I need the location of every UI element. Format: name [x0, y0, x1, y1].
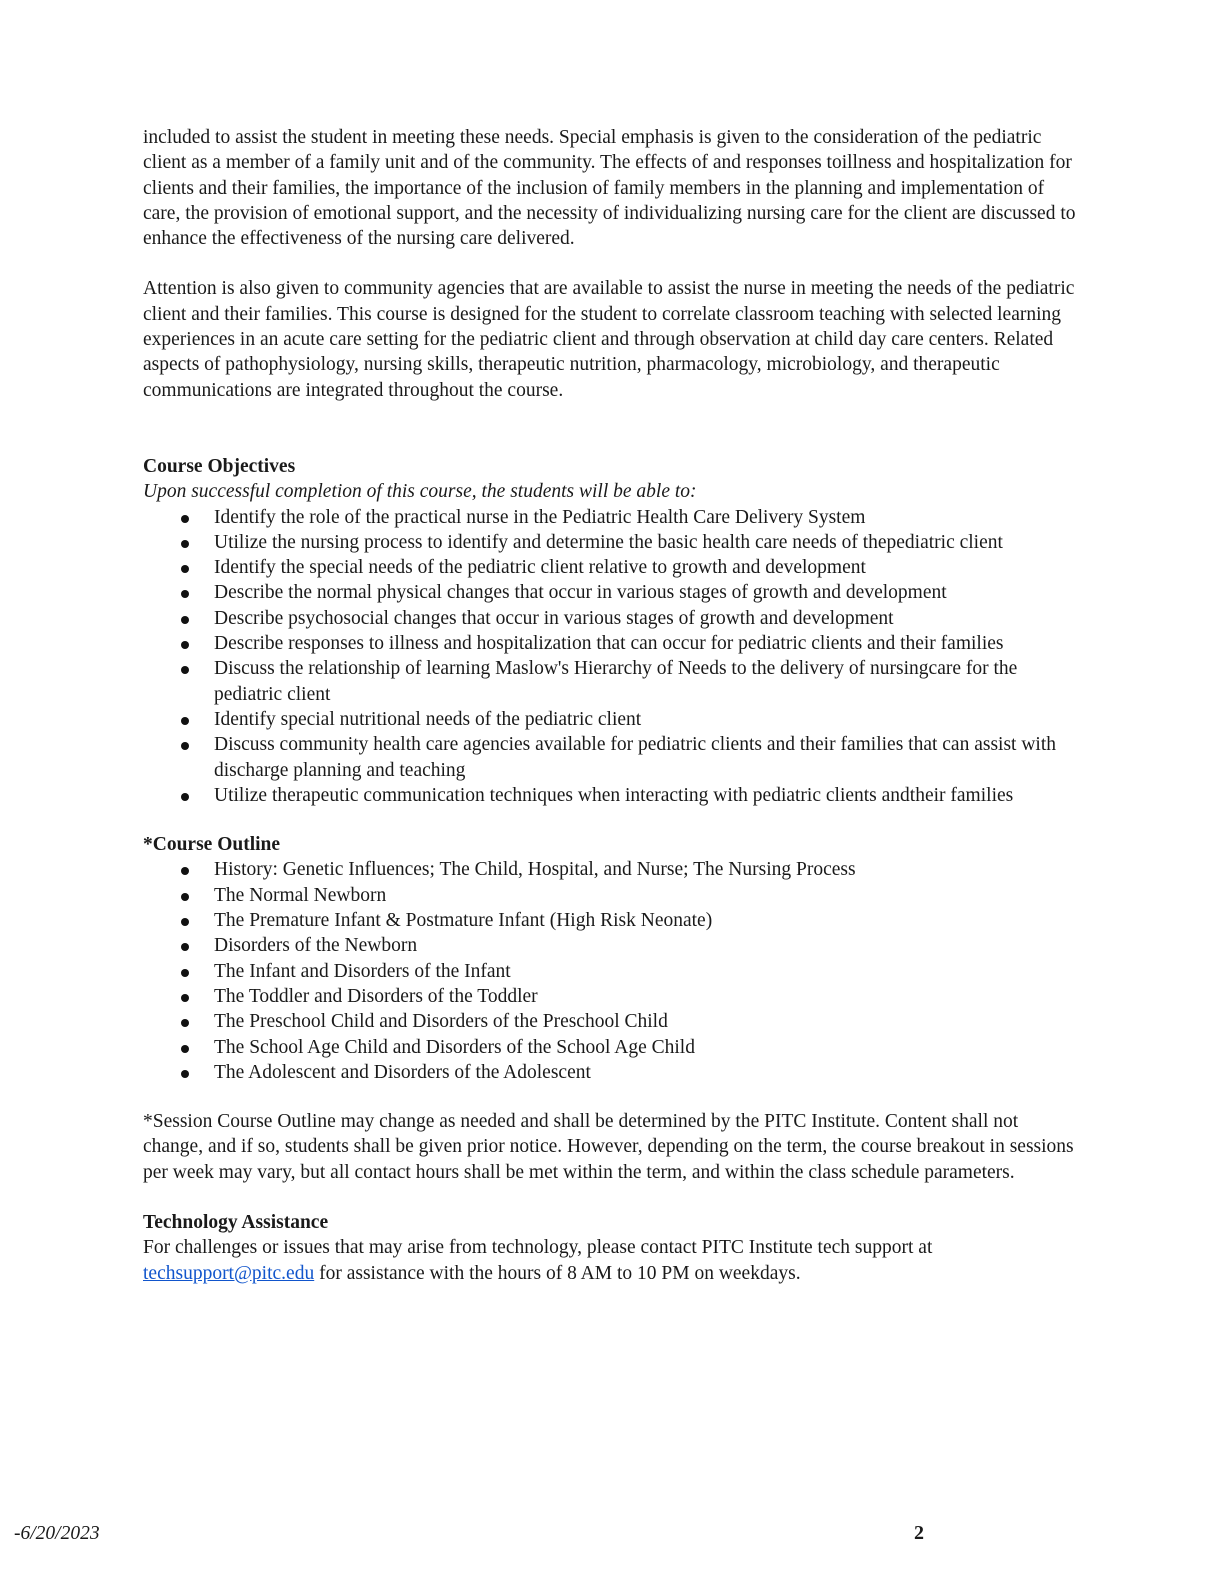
list-item: Identify the role of the practical nurse in the Pediatric Health Care Delivery System	[143, 505, 1083, 530]
list-item: Identify special nutritional needs of the pediatric client	[143, 707, 1083, 732]
bullet-icon	[181, 540, 189, 548]
bullet-icon	[181, 1070, 189, 1078]
bullet-icon	[181, 943, 189, 951]
course-objectives-intro: Upon successful completion of this course, the students will be able to:	[143, 481, 697, 503]
technology-text-before: For challenges or issues that may arise from technology, please contact PITC Institute tech support at	[143, 1237, 933, 1259]
technology-assistance-heading: Technology Assistance	[143, 1211, 329, 1233]
list-item: The Toddler and Disorders of the Toddler	[143, 984, 1083, 1009]
list-item: Utilize therapeutic communication techniques when interacting with pediatric clients andtheir families	[143, 783, 1083, 808]
bullet-icon	[181, 1045, 189, 1053]
course-outline-heading: *Course Outline	[143, 834, 281, 856]
technology-assistance-text	[143, 1235, 1083, 1286]
page-content	[143, 125, 1083, 1286]
list-item: The Infant and Disorders of the Infant	[143, 959, 1083, 984]
bullet-icon	[181, 1019, 189, 1027]
list-item: Describe the normal physical changes that occur in various stages of growth and development	[143, 580, 1083, 605]
bullet-icon	[181, 565, 189, 573]
bullet-icon	[181, 918, 189, 926]
list-item: Discuss community health care agencies available for pediatric clients and their families that can assist with discharge planning and teaching	[143, 732, 1083, 783]
list-item: The Preschool Child and Disorders of the Preschool Child	[143, 1009, 1083, 1034]
list-item: The Normal Newborn	[143, 883, 1083, 908]
intro-paragraph-1: included to assist the student in meeting these needs. Special emphasis is given to the consideration of the pediatric client as a member of a family unit and of the community. The effects of and responses toillness and hospitalization for clients and their families, the importance of the inclusion of family members in the planning and implementation of care, the provision of emotional support, and the necessity of individualizing nursing care for the client are discussed to enhance the effectiveness of the nursing care delivered.	[143, 127, 1076, 250]
course-outline-note: *Session Course Outline may change as needed and shall be determined by the PITC Institute. Content shall not change, and if so, students shall be given prior notice. However, depending on the term, the course breakout in sessions per week may vary, but all contact hours shall be met within the term, and within the class schedule parameters.	[143, 1111, 1074, 1183]
bullet-icon	[181, 616, 189, 624]
list-item: The Adolescent and Disorders of the Adolescent	[143, 1060, 1083, 1085]
bullet-icon	[181, 994, 189, 1002]
intro-paragraph-2: Attention is also given to community agencies that are available to assist the nurse in meeting the needs of the pediatric client and their families. This course is designed for the student to correlate classroom teaching with selected learning experiences in an acute care setting for the pediatric client and through observation at child day care centers. Related aspects of pathophysiology, nursing skills, therapeutic nutrition, pharmacology, microbiology, and therapeutic communications are integrated throughout the course.	[143, 278, 1075, 401]
bullet-icon	[181, 793, 189, 801]
list-item: Describe responses to illness and hospitalization that can occur for pediatric clients and their families	[143, 631, 1083, 656]
list-item: The School Age Child and Disorders of the School Age Child	[143, 1035, 1083, 1060]
bullet-icon	[181, 969, 189, 977]
tech-support-email-link[interactable]: techsupport@pitc.edu	[143, 1262, 315, 1284]
list-item: Discuss the relationship of learning Maslow's Hierarchy of Needs to the delivery of nursingcare for the pediatric client	[143, 656, 1083, 707]
bullet-icon	[181, 666, 189, 674]
bullet-icon	[181, 893, 189, 901]
course-objectives-heading: Course Objectives	[143, 455, 296, 477]
list-item: Disorders of the Newborn	[143, 933, 1083, 958]
technology-text-after: for assistance with the hours of 8 AM to 10 PM on weekdays.	[314, 1262, 801, 1284]
page-number: 2	[914, 1522, 924, 1544]
bullet-icon	[181, 641, 189, 649]
bullet-icon	[181, 867, 189, 875]
list-item: Identify the special needs of the pediatric client relative to growth and development	[143, 555, 1083, 580]
course-objectives-list	[143, 505, 1083, 809]
bullet-icon	[181, 717, 189, 725]
list-item: The Premature Infant & Postmature Infant (High Risk Neonate)	[143, 908, 1083, 933]
bullet-icon	[181, 515, 189, 523]
list-item: Describe psychosocial changes that occur in various stages of growth and development	[143, 606, 1083, 631]
list-item: Utilize the nursing process to identify and determine the basic health care needs of thepediatric client	[143, 530, 1083, 555]
course-outline-list	[143, 857, 1083, 1085]
footer-date: -6/20/2023	[14, 1523, 100, 1544]
bullet-icon	[181, 590, 189, 598]
list-item: History: Genetic Influences; The Child, Hospital, and Nurse; The Nursing Process	[143, 857, 1083, 882]
bullet-icon	[181, 742, 189, 750]
